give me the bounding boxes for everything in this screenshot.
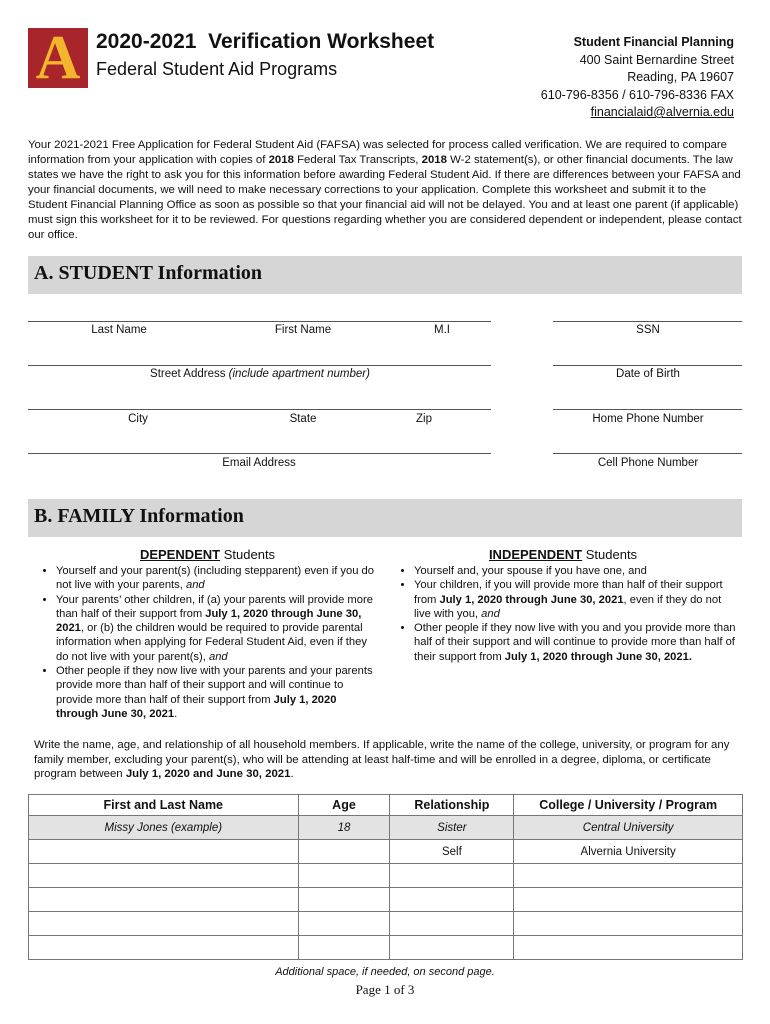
dependent-heading-rest: Students — [220, 547, 276, 562]
cell-college[interactable] — [514, 864, 743, 888]
intro-year-1: 2018 — [268, 154, 294, 166]
worksheet-title: 2020-2021 Verification Worksheet — [96, 30, 435, 53]
list-item: • Yourself and your parent(s) (including stepparent) even if you do not live with your parents, and — [56, 564, 376, 593]
dependent-students-heading — [40, 547, 375, 562]
office-contact-block — [541, 34, 734, 122]
header-age: Age — [298, 795, 390, 816]
cell-age[interactable] — [298, 864, 390, 888]
cell-name[interactable] — [29, 840, 299, 864]
name-field-line[interactable] — [28, 321, 491, 322]
cell-name[interactable] — [29, 912, 299, 936]
table-row — [29, 888, 743, 912]
ssn-field-line[interactable] — [553, 321, 742, 322]
cell-name: Missy Jones (example) — [29, 816, 299, 840]
cell-college[interactable] — [514, 936, 743, 960]
cell-relationship[interactable] — [390, 888, 514, 912]
independent-heading-rest: Students — [582, 547, 638, 562]
household-members-table — [28, 794, 743, 960]
label-ssn: SSN — [636, 324, 660, 336]
cell-relationship: Self — [390, 840, 514, 864]
independent-students-heading — [398, 547, 728, 562]
cell-college: Alvernia University — [514, 840, 743, 864]
label-state: State — [289, 413, 317, 425]
cell-relationship[interactable] — [390, 864, 514, 888]
cell-name[interactable] — [29, 888, 299, 912]
list-item: • Your parents’ other children, if (a) your parents will provide more than half of their support from July 1, 2020 through June 30, 2021, or (b) the children would be required to provide parental information when applying for Federal Student Aid, even if they do not live with your parent(s), and — [56, 593, 376, 664]
cell-phone-field-line[interactable] — [553, 453, 742, 454]
office-phone: 610-796-8356 / 610-796-8336 FAX — [540, 87, 734, 102]
section-a-title: A. STUDENT Information — [34, 262, 262, 284]
table-row-self — [29, 840, 743, 864]
label-street-note: (include apartment number) — [228, 368, 370, 380]
section-b-header — [28, 499, 742, 537]
cell-age: 18 — [298, 816, 390, 840]
home-phone-field-line[interactable] — [553, 409, 742, 410]
label-email-address: Email Address — [222, 457, 296, 469]
additional-space-note: Additional space, if needed, on second page. — [275, 966, 495, 978]
label-city: City — [128, 413, 148, 425]
cell-college[interactable] — [514, 912, 743, 936]
table-row — [29, 936, 743, 960]
cell-name[interactable] — [29, 864, 299, 888]
section-b-title: B. FAMILY Information — [34, 505, 244, 527]
email-field-line[interactable] — [28, 453, 491, 454]
label-street-main: Street Address — [150, 368, 229, 380]
label-street-address — [100, 368, 420, 380]
list-item: • Yourself and, your spouse if you have one, and — [414, 564, 738, 578]
table-row — [29, 912, 743, 936]
dependent-list — [40, 564, 376, 721]
label-home-phone: Home Phone Number — [592, 413, 704, 425]
dob-field-line[interactable] — [553, 365, 742, 366]
cell-age[interactable] — [298, 936, 390, 960]
label-zip: Zip — [416, 413, 432, 425]
household-instructions: Write the name, age, and relationship of all household members. If applicable, write the name of the college, university, or program for any family member, excluding your parent(s), who will be attending at least half-time and will be enrolled in a degree, diploma, or certificate program between July 1, 2020 and June 30, 2021. — [34, 739, 730, 781]
table-row-example — [29, 816, 743, 840]
logo-letter: A — [35, 24, 81, 92]
intro-year-2: 2018 — [421, 154, 447, 166]
office-city: Reading, PA 19607 — [627, 70, 734, 84]
label-mi: M.I — [434, 324, 450, 336]
table-header-row — [29, 795, 743, 816]
city-state-zip-field-line[interactable] — [28, 409, 491, 410]
office-street: 400 Saint Bernardine Street — [579, 52, 734, 67]
label-last-name: Last Name — [91, 324, 147, 336]
intro-text-1: Your 2021-2021 Free Application for Federal Student Aid (FAFSA) was selected for process called verification. We are required to compare information from your application with copies of — [28, 139, 727, 166]
independent-list — [398, 564, 738, 664]
alvernia-logo — [28, 24, 88, 92]
dependent-heading-bold: DEPENDENT — [139, 547, 221, 562]
office-name: Student Financial Planning — [573, 35, 734, 49]
intro-text-3: W-2 statement(s), or other financial documents. The law states we have the right to ask you for this information before awarding Federal Student Aid. If there are differences between your FAFSA and your financial documents, we will need to make necessary corrections to your application. Complete this worksheet and submit it to the Student Financial Planning Office as soon as possible so that your financial aid will not be delayed. You and at least one parent (if applicable) must sign this worksheet for it to be reviewed. For questions regarding whether you are considered dependent or independent, please contact our office. — [28, 154, 742, 241]
cell-relationship: Sister — [390, 816, 514, 840]
label-date-of-birth: Date of Birth — [616, 368, 680, 380]
cell-relationship[interactable] — [390, 936, 514, 960]
list-item: • Your children, if you will provide more than half of their support from July 1, 2020 through June 30, 2021, even if they do not live with you, and — [414, 578, 738, 621]
list-item: • Other people if they now live with you and you provide more than half of their support and will continue to provide more than half of their support from July 1, 2020 through June 30, 2021. — [414, 621, 738, 664]
cell-college[interactable] — [514, 888, 743, 912]
independent-heading-bold: INDEPENDENT — [488, 547, 583, 562]
cell-relationship[interactable] — [390, 912, 514, 936]
label-first-name: First Name — [274, 324, 332, 336]
cell-age[interactable] — [298, 888, 390, 912]
label-cell-phone: Cell Phone Number — [597, 457, 699, 469]
cell-age[interactable] — [298, 912, 390, 936]
section-a-header — [28, 256, 742, 294]
table-row — [29, 864, 743, 888]
worksheet-subtitle: Federal Student Aid Programs — [96, 59, 338, 79]
intro-paragraph — [28, 138, 744, 243]
cell-name[interactable] — [29, 936, 299, 960]
intro-text-2: Federal Tax Transcripts, — [293, 154, 422, 166]
page-number: Page 1 of 3 — [355, 982, 415, 997]
street-field-line[interactable] — [28, 365, 491, 366]
header-name: First and Last Name — [29, 795, 299, 816]
cell-age[interactable] — [298, 840, 390, 864]
office-email-link[interactable]: financialaid@alvernia.edu — [590, 105, 734, 119]
cell-college: Central University — [514, 816, 743, 840]
header-relationship: Relationship — [390, 795, 514, 816]
header-college: College / University / Program — [514, 795, 743, 816]
list-item: • Other people if they now live with your parents and your parents provide more than half of their support and will continue to provide more than half of their support from July 1, 2020 through June 30, 2021. — [56, 664, 376, 721]
